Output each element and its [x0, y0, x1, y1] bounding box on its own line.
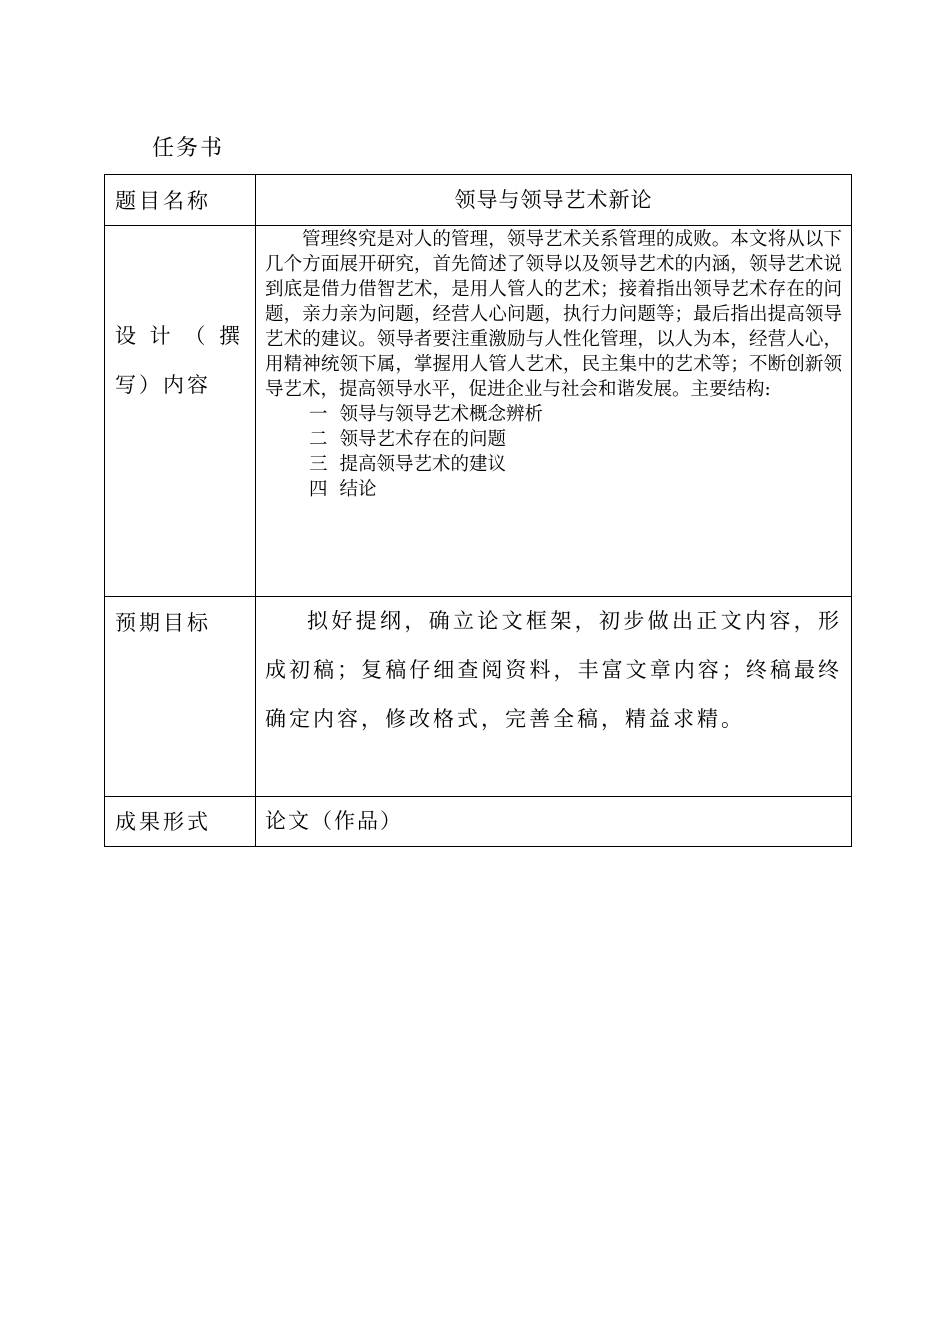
outline-number: 四: [309, 479, 328, 500]
design-value-cell: [256, 226, 852, 597]
design-label-char: 设: [115, 324, 139, 348]
table-row-result-form: [105, 797, 852, 847]
goal-value: 拟好提纲，确立论文框架，初步做出正文内容，形成初稿；复稿仔细查阅资料，丰富文章内容；终稿最终确定内容，修改格式，完善全稿，精益求精。: [265, 609, 842, 731]
topic-label-cell: [105, 175, 256, 226]
document-heading: 任务书: [152, 136, 225, 161]
outline-number: 三: [309, 454, 328, 475]
outline-text: 提高领导艺术的建议: [339, 454, 507, 475]
result-value: 论文（作品）: [265, 809, 403, 833]
design-paragraph: 管理终究是对人的管理，领导艺术关系管理的成败。本文将从以下几个方面展开研究，首先简述了领导以及领导艺术的内涵，领导艺术说到底是借力借智艺术，是用人管人的艺术；接着指出领导艺术存在的问题，亲力亲为问题，经营人心问题，执行力问题等；最后指出提高领导艺术的建议。领导者要注重激励与人性化管理，以人为本，经营人心，用精神统领下属，掌握用人管人艺术，民主集中的艺术等；不断创新领导艺术，提高领导水平，促进企业与社会和谐发展。主要结构:: [265, 229, 842, 400]
design-label-line1: [115, 312, 247, 361]
outline-item: [309, 477, 842, 502]
result-label: 成果形式: [115, 810, 211, 834]
design-label-char: 撰: [218, 324, 243, 348]
outline-text: 领导与领导艺术概念辨析: [339, 404, 544, 425]
design-label-char: 计: [149, 324, 174, 348]
topic-value-cell: [256, 175, 852, 226]
goal-label: 预期目标: [115, 611, 211, 635]
design-label: [105, 226, 255, 410]
table-row-expected-goal: [105, 597, 852, 797]
goal-value-cell: [256, 597, 852, 797]
outline-text: 结论: [339, 479, 377, 500]
topic-label: 题目名称: [115, 189, 211, 213]
table-row-design-content: [105, 226, 852, 597]
design-label-line2: 写）内容: [115, 373, 211, 397]
result-label-cell: [105, 797, 256, 847]
structure-outline: [265, 402, 842, 502]
topic-value: 领导与领导艺术新论: [454, 188, 653, 212]
outline-number: 一: [309, 404, 328, 425]
outline-number: 二: [309, 429, 328, 450]
design-label-cell: [105, 226, 256, 597]
design-content: [256, 226, 851, 502]
result-value-cell: [256, 797, 852, 847]
outline-item: [309, 402, 842, 427]
outline-item: [309, 452, 842, 477]
table-row-topic: [105, 175, 852, 226]
goal-label-cell: [105, 597, 256, 797]
outline-text: 领导艺术存在的问题: [339, 429, 507, 450]
design-label-char: （: [184, 324, 209, 348]
task-table: [104, 174, 852, 847]
outline-item: [309, 427, 842, 452]
